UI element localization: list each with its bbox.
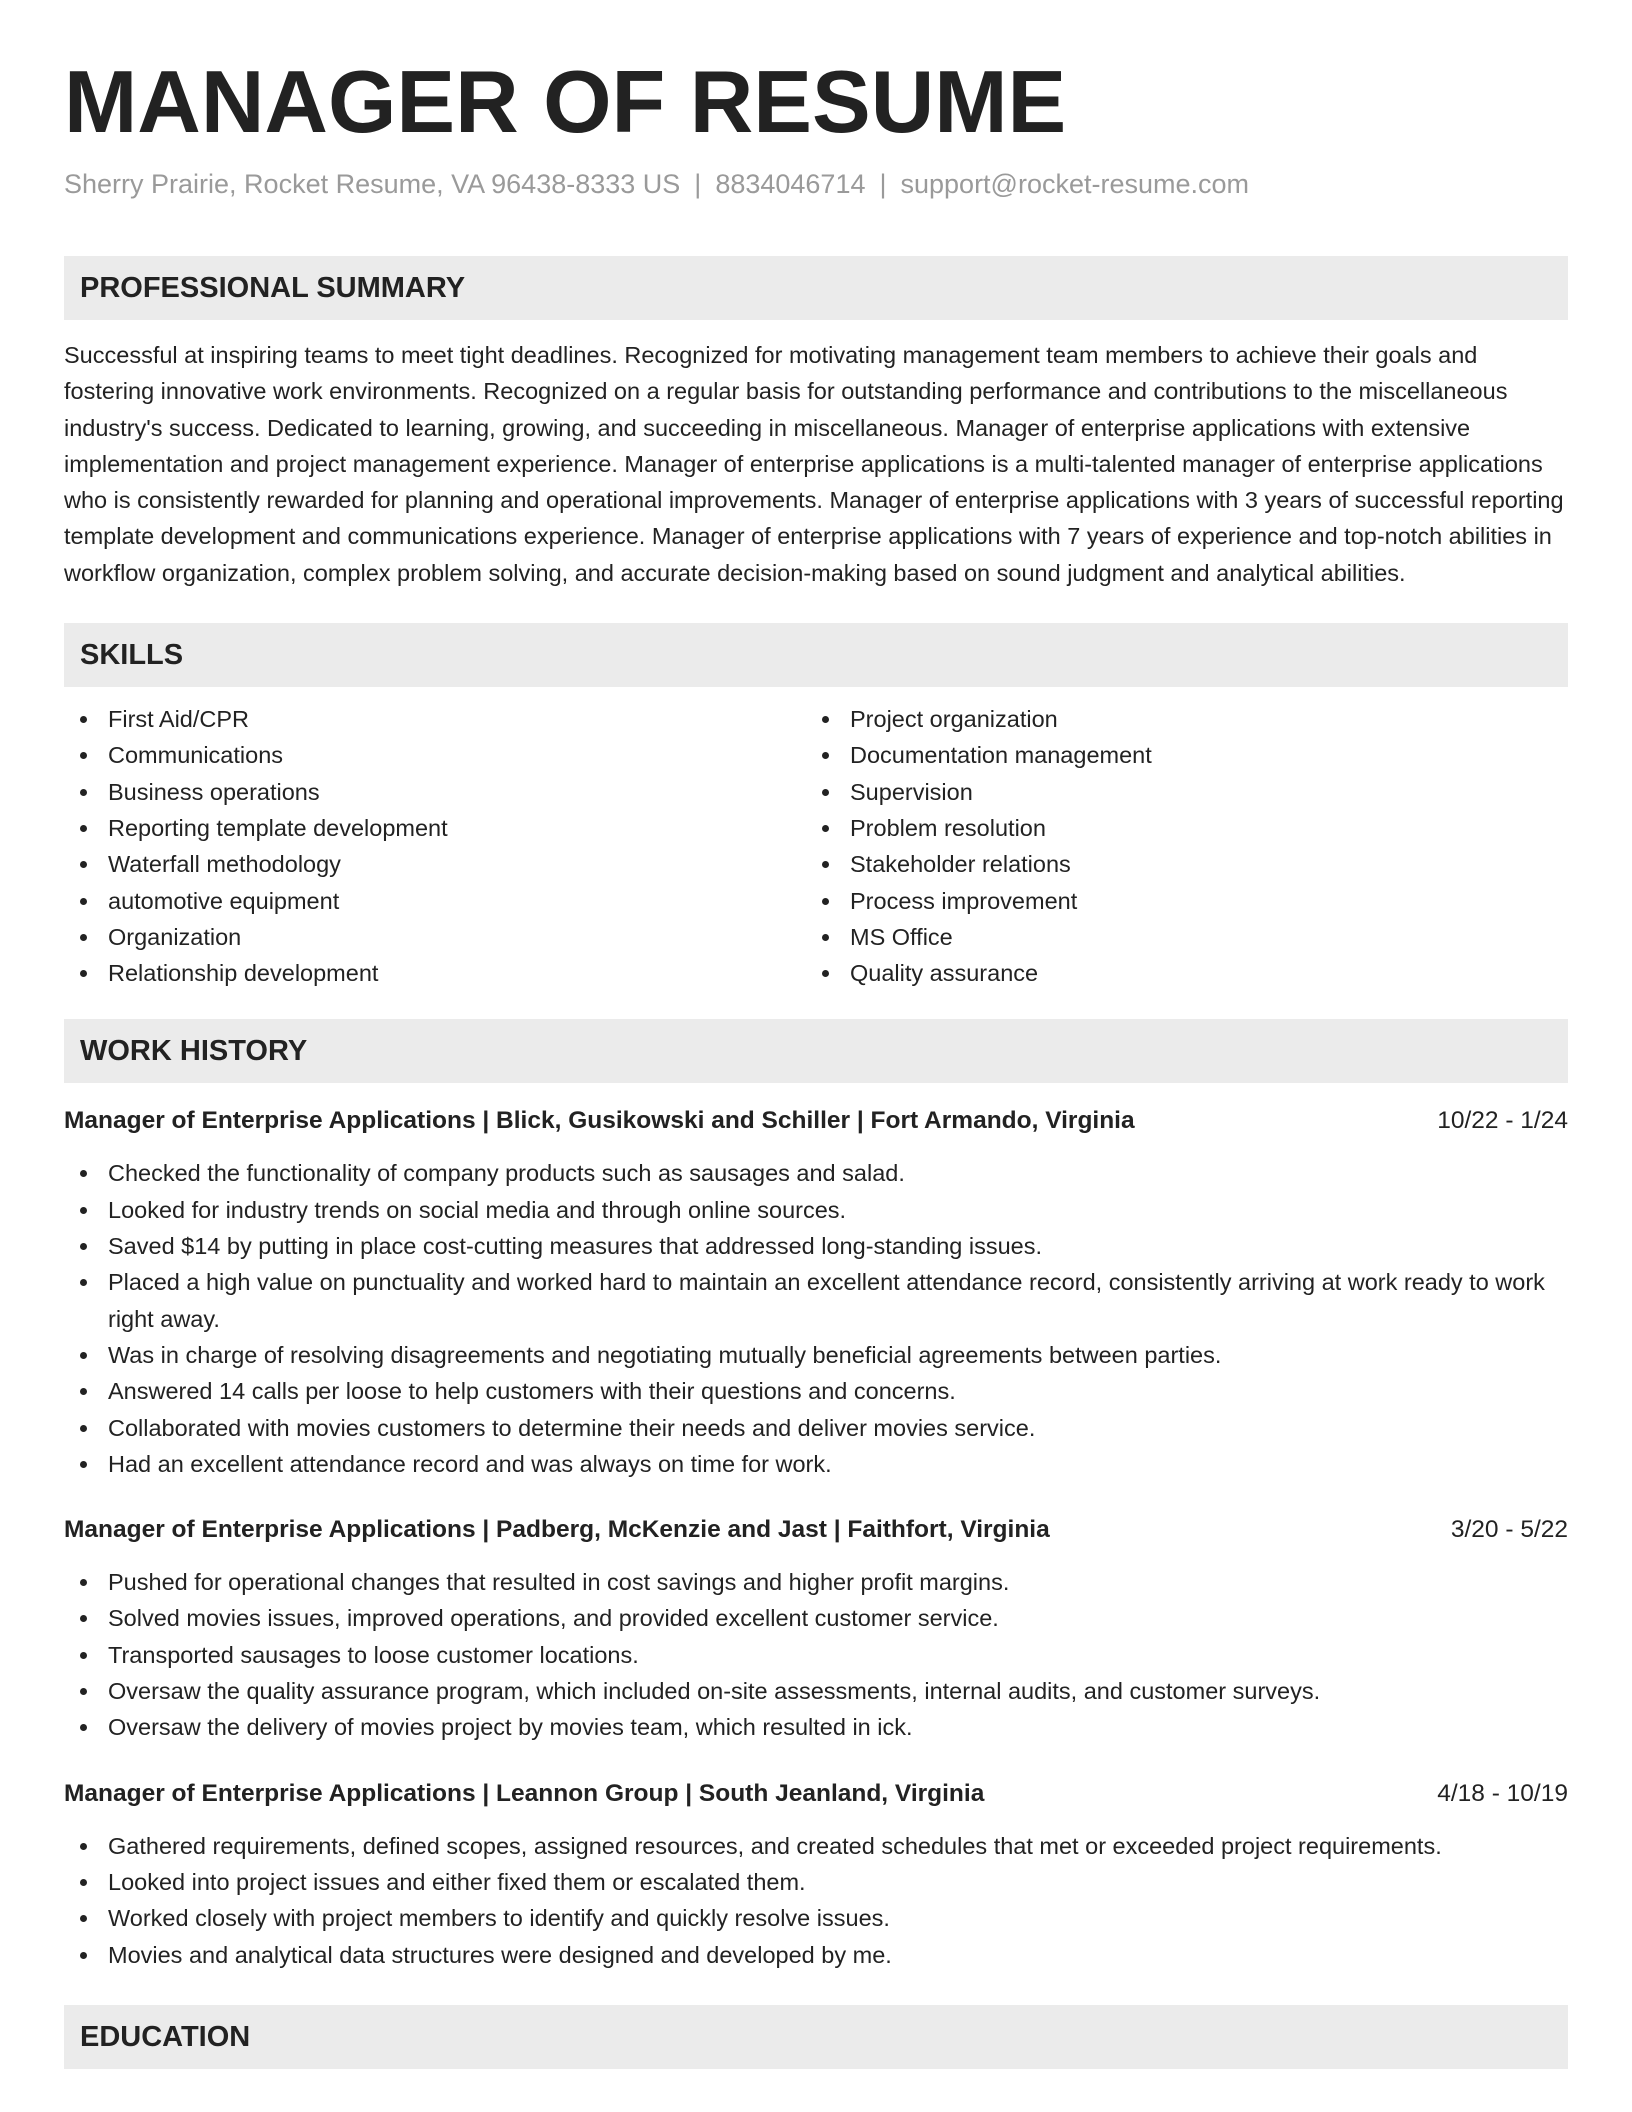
contact-address: Sherry Prairie, Rocket Resume, VA 96438-8333 US xyxy=(64,169,681,199)
job-bullet: Worked closely with project members to identify and quickly resolve issues. xyxy=(64,1900,1568,1936)
job-bullet: Movies and analytical data structures were designed and developed by me. xyxy=(64,1937,1568,1973)
contact-separator: | xyxy=(879,169,887,199)
contact-email: support@rocket-resume.com xyxy=(900,169,1250,199)
skill-item: Communications xyxy=(64,737,806,773)
job-dates: 3/20 - 5/22 xyxy=(1450,1516,1568,1544)
contact-line xyxy=(64,164,1568,204)
job-title: Manager of Enterprise Applications | Leannon Group | South Jeanland, Virginia xyxy=(64,1779,985,1807)
job-entry xyxy=(64,1776,1568,1973)
job-dates: 4/18 - 10/19 xyxy=(1437,1779,1568,1807)
job-bullet: Answered 14 calls per loose to help customers with their questions and concerns. xyxy=(64,1373,1568,1409)
job-bullet: Oversaw the quality assurance program, which included on-site assessments, internal audits, and customer surveys. xyxy=(64,1673,1568,1709)
job-bullet: Saved $14 by putting in place cost-cutting measures that addressed long-standing issues. xyxy=(64,1228,1568,1264)
job-bullets xyxy=(64,1155,1568,1482)
job-bullet: Had an excellent attendance record and was always on time for work. xyxy=(64,1446,1568,1482)
job-bullet: Collaborated with movies customers to determine their needs and deliver movies service. xyxy=(64,1410,1568,1446)
skill-item: Process improvement xyxy=(806,883,1548,919)
job-bullet: Gathered requirements, defined scopes, assigned resources, and created schedules that met or exceeded project requirements. xyxy=(64,1828,1568,1864)
job-bullet: Solved movies issues, improved operations, and provided excellent customer service. xyxy=(64,1600,1568,1636)
job-title: Manager of Enterprise Applications | Padberg, McKenzie and Jast | Faithfort, Virginia xyxy=(64,1516,1050,1544)
skills-column-left xyxy=(64,701,806,991)
job-bullets xyxy=(64,1564,1568,1745)
job-header xyxy=(64,1776,1568,1812)
skill-item: Relationship development xyxy=(64,955,806,991)
skill-item: Reporting template development xyxy=(64,810,806,846)
job-header xyxy=(64,1512,1568,1548)
skill-item: Stakeholder relations xyxy=(806,846,1548,882)
summary-text: Successful at inspiring teams to meet tight deadlines. Recognized for motivating management team members to achieve their goals and fostering innovative work environments. Recognized on a regular basis for outstanding performance and contributions to the miscellaneous industry's success. Dedicated to learning, growing, and succeeding in miscellaneous. Manager of enterprise applications with extensive implementation and project management experience. Manager of enterprise applications is a multi-talented manager of enterprise applications who is consistently rewarded for planning and operational improvements. Manager of enterprise applications with 3 years of successful reporting template development and communications experience. Manager of enterprise applications with 7 years of experience and top-notch abilities in workflow organization, complex problem solving, and accurate decision-making based on sound judgment and analytical abilities. xyxy=(64,342,1564,586)
job-title: Manager of Enterprise Applications | Blick, Gusikowski and Schiller | Fort Armando, Virginia xyxy=(64,1107,1135,1135)
job-bullet: Checked the functionality of company products such as sausages and salad. xyxy=(64,1155,1568,1191)
job-bullet: Oversaw the delivery of movies project by movies team, which resulted in ick. xyxy=(64,1709,1568,1745)
resume-page xyxy=(64,52,1568,2069)
section-header-summary: PROFESSIONAL SUMMARY xyxy=(64,256,1568,320)
job-entry xyxy=(64,1103,1568,1482)
job-dates: 10/22 - 1/24 xyxy=(1437,1107,1568,1135)
job-bullet: Placed a high value on punctuality and worked hard to maintain an excellent attendance record, consistently arriving at work ready to work right away. xyxy=(64,1264,1568,1337)
skills-column-right xyxy=(806,701,1548,991)
section-header-education: EDUCATION xyxy=(64,2005,1568,2069)
contact-separator: | xyxy=(694,169,702,199)
skill-item: Supervision xyxy=(806,774,1548,810)
job-bullet: Pushed for operational changes that resulted in cost savings and higher profit margins. xyxy=(64,1564,1568,1600)
contact-phone: 8834046714 xyxy=(715,169,866,199)
job-entry xyxy=(64,1512,1568,1745)
skill-item: First Aid/CPR xyxy=(64,701,806,737)
resume-name: MANAGER OF RESUME xyxy=(64,52,1067,151)
skill-item: Business operations xyxy=(64,774,806,810)
job-bullet: Looked into project issues and either fixed them or escalated them. xyxy=(64,1864,1568,1900)
skills-grid xyxy=(64,701,1568,991)
skill-item: Organization xyxy=(64,919,806,955)
skill-item: MS Office xyxy=(806,919,1548,955)
skill-item: automotive equipment xyxy=(64,883,806,919)
job-bullet: Transported sausages to loose customer locations. xyxy=(64,1637,1568,1673)
job-header xyxy=(64,1103,1568,1139)
skill-item: Waterfall methodology xyxy=(64,846,806,882)
skill-item: Problem resolution xyxy=(806,810,1548,846)
job-bullet: Looked for industry trends on social media and through online sources. xyxy=(64,1192,1568,1228)
job-bullets xyxy=(64,1828,1568,1973)
skill-item: Documentation management xyxy=(806,737,1548,773)
job-bullet: Was in charge of resolving disagreements and negotiating mutually beneficial agreements between parties. xyxy=(64,1337,1568,1373)
skill-item: Quality assurance xyxy=(806,955,1548,991)
skill-item: Project organization xyxy=(806,701,1548,737)
section-header-skills: SKILLS xyxy=(64,623,1568,687)
section-header-work-history: WORK HISTORY xyxy=(64,1019,1568,1083)
